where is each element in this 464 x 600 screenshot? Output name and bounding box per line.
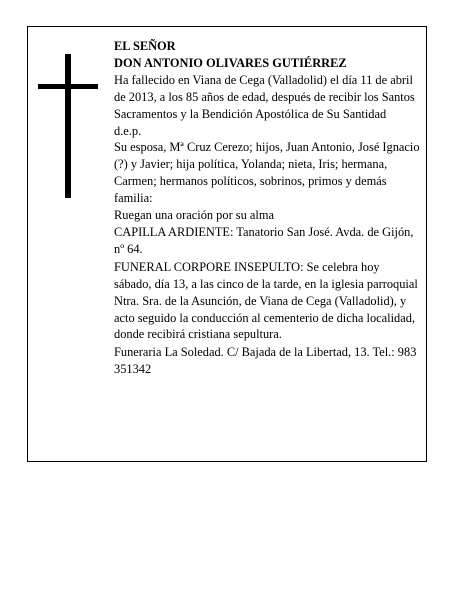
- funeral-info: FUNERAL CORPORE INSEPULTO: Se celebra hoy sábado, día 13, a las cinco de la tarde, en la iglesia parroquial Ntra. Sra. de la Asunción, de Viana de Cega (Valladolid), y acto seguido la conducción al cementerio de dicha localidad, donde recibirá cristiana sepultura.: [114, 259, 418, 342]
- dep-abbreviation: d.e.p.: [114, 123, 142, 138]
- prayer-request: Ruegan una oración por su alma: [114, 208, 274, 223]
- funeral-home-info: Funeraria La Soledad. C/ Bajada de la Libertad, 13. Tel.: 983 351342: [114, 344, 417, 376]
- deceased-title: EL SEÑOR: [114, 39, 176, 53]
- cross-horizontal-bar: [38, 84, 98, 89]
- family-list: Su esposa, Mª Cruz Cerezo; hijos, Juan Antonio, José Ignacio (?) y Javier; hija política, Yolanda; nieta, Iris; hermana, Carmen; hermanos políticos, sobrinos, primos y demás familia:: [114, 140, 420, 206]
- cross-icon: [38, 54, 98, 198]
- death-announcement: Ha fallecido en Viana de Cega (Valladolid) el día 11 de abril de 2013, a los 85 años de edad, después de recibir los Santos Sacramentos y la Bendición Apostólica de Su Santidad: [114, 72, 415, 121]
- cross-vertical-bar: [65, 54, 71, 198]
- chapel-info: CAPILLA ARDIENTE: Tanatorio San José. Avda. de Gijón, nº 64.: [114, 225, 414, 257]
- obituary-text: [114, 38, 420, 378]
- deceased-name: DON ANTONIO OLIVARES GUTIÉRREZ: [114, 55, 347, 70]
